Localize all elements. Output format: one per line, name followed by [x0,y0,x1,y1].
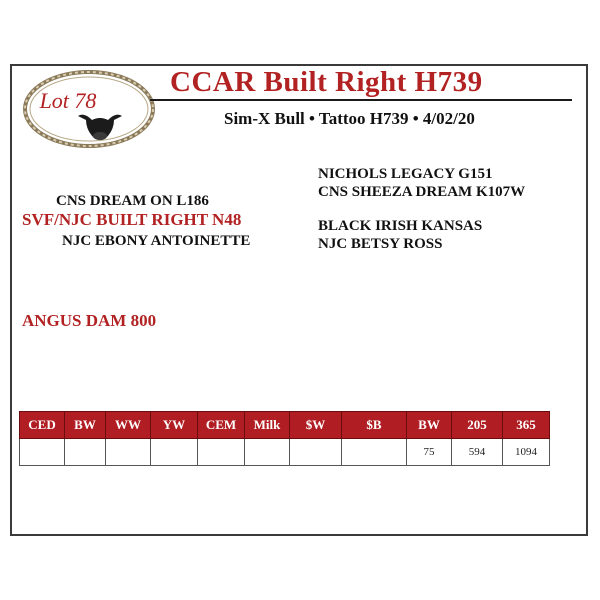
epd-header-205: 205 [452,412,503,439]
pedigree-sire-sire-dam: CNS SHEEZA DREAM K107W [318,184,526,200]
epd-value-ced [20,439,65,466]
pedigree-dam: ANGUS DAM 800 [22,311,157,330]
epd-value-actual-bw: 75 [407,439,452,466]
pedigree-sire-dam: NJC EBONY ANTOINETTE [62,233,251,249]
epd-value-ww [106,439,151,466]
bull-icon [78,115,122,140]
epd-value-row [20,439,550,466]
pedigree-sire-sire-sire: NICHOLS LEGACY G151 [318,166,493,182]
pedigree-sire-dam-dam: NJC BETSY ROSS [318,236,443,252]
epd-value-bw [65,439,106,466]
epd-header-dollar-b: $B [342,412,407,439]
epd-header-bw: BW [65,412,106,439]
epd-header-milk: Milk [245,412,290,439]
epd-header-yw: YW [151,412,198,439]
pedigree-sire-dam-sire: BLACK IRISH KANSAS [318,218,483,234]
epd-header-row [20,412,550,439]
lot-subtitle: Sim-X Bull • Tattoo H739 • 4/02/20 [224,109,475,128]
lot-title: CCAR Built Right H739 [170,66,483,98]
epd-value-365: 1094 [503,439,550,466]
epd-value-dollar-w [290,439,342,466]
epd-value-205: 594 [452,439,503,466]
epd-header-ww: WW [106,412,151,439]
epd-value-cem [198,439,245,466]
epd-header-actual-bw: BW [407,412,452,439]
epd-value-yw [151,439,198,466]
epd-header-cem: CEM [198,412,245,439]
epd-value-milk [245,439,290,466]
lot-logo [20,68,158,150]
pedigree-sire-sire: CNS DREAM ON L186 [56,193,209,209]
lot-number: Lot 78 [39,88,97,113]
epd-value-dollar-b [342,439,407,466]
epd-table [19,411,550,466]
epd-header-ced: CED [20,412,65,439]
title-divider [150,99,572,101]
pedigree-sire: SVF/NJC BUILT RIGHT N48 [22,210,242,229]
epd-header-365: 365 [503,412,550,439]
epd-header-dollar-w: $W [290,412,342,439]
